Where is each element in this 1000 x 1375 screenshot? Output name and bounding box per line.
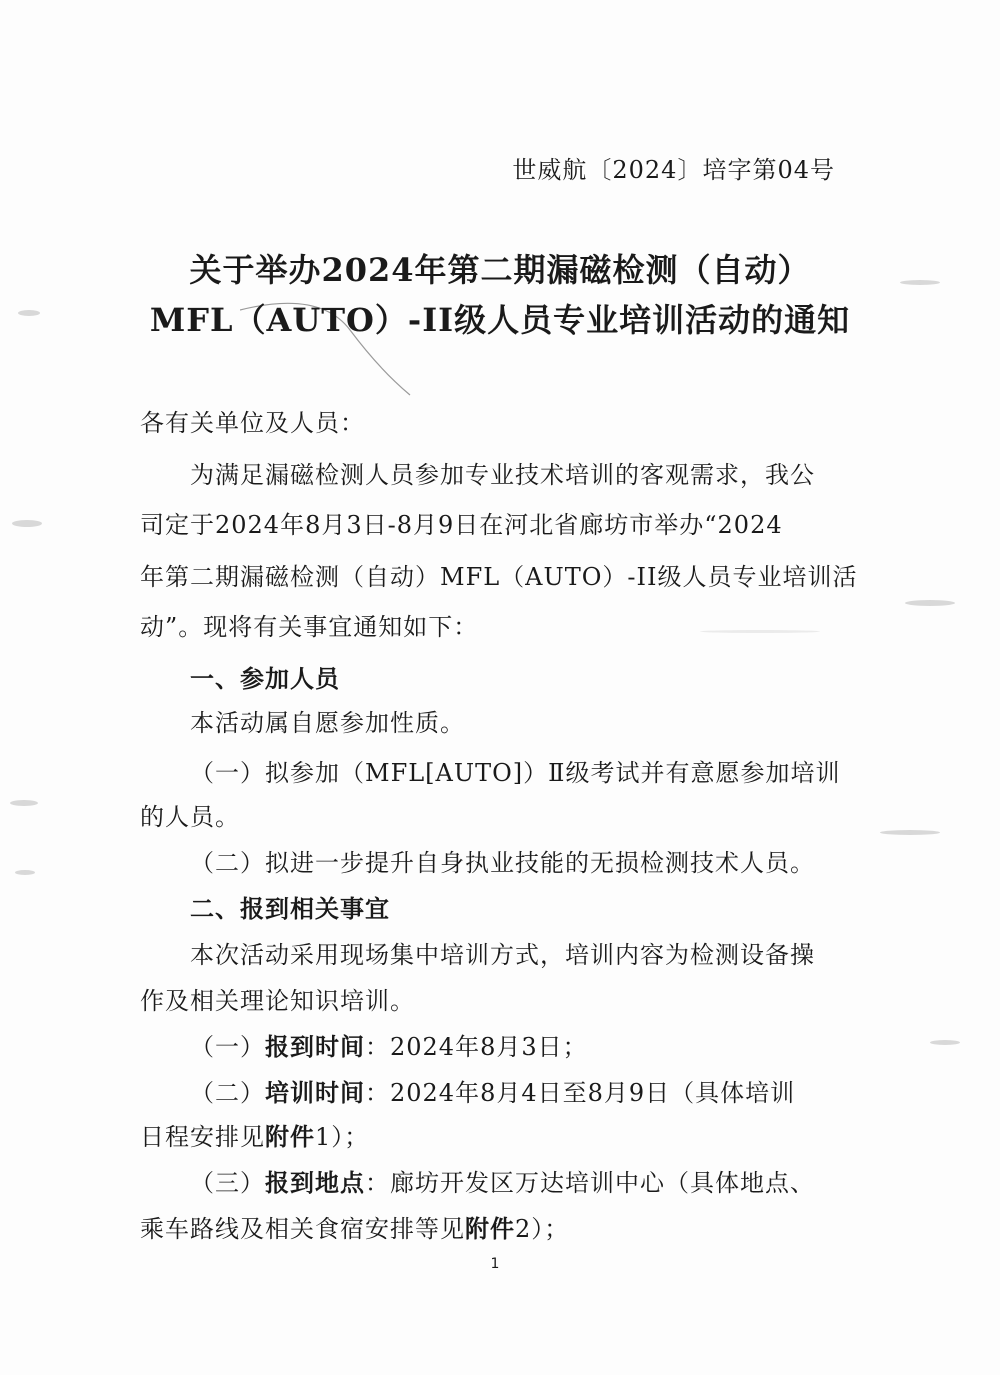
salutation: 各有关单位及人员： (140, 409, 365, 437)
training-time-cont (140, 1120, 369, 1154)
scan-noise (905, 600, 955, 606)
notice-title-line-1: 关于举办2024年第二期漏磁检测（自动） (189, 251, 811, 289)
item-prefix: （三） (190, 1169, 265, 1197)
text-run: 2）； (515, 1215, 570, 1243)
text-run: 日程安排见 (140, 1123, 265, 1151)
training-time-value: ：2024年8月4日至8月9日（具体培训 (365, 1079, 796, 1107)
training-method-cont: 作及相关理论知识培训。 (140, 987, 415, 1015)
section-heading-participants: 一、参加人员 (190, 664, 340, 693)
participation-nature: 本活动属自愿参加性质。 (190, 709, 465, 737)
registration-place-label: 报到地点 (265, 1168, 365, 1197)
scan-noise (18, 310, 40, 316)
registration-time-item (190, 1030, 588, 1064)
item-prefix: （二） (190, 1079, 265, 1107)
document-number: 世威航〔2024〕培字第04号 (512, 156, 835, 184)
scan-noise (15, 870, 35, 875)
registration-place-cont (140, 1212, 569, 1246)
training-time-item (190, 1076, 795, 1110)
page-number: 1 (490, 1256, 500, 1272)
training-method: 本次活动采用现场集中培训方式，培训内容为检测设备操 (190, 941, 815, 969)
section-heading-registration: 二、报到相关事宜 (190, 894, 390, 923)
text-run: 乘车路线及相关食宿安排等见 (140, 1215, 465, 1243)
scan-noise (700, 630, 820, 633)
registration-time-value: ：2024年8月3日； (365, 1033, 588, 1061)
registration-time-label: 报到时间 (265, 1032, 365, 1061)
participant-item-2: （二）拟进一步提升自身执业技能的无损检测技术人员。 (190, 849, 815, 877)
intro-line: 动”。现将有关事宜通知如下： (140, 613, 479, 641)
scan-noise (880, 830, 940, 835)
text-run: 1）； (315, 1123, 370, 1151)
intro-line: 司定于2024年8月3日-8月9日在河北省廊坊市举办“2024 (140, 511, 783, 539)
intro-line: 年第二期漏磁检测（自动）MFL（AUTO）-II级人员专业培训活 (140, 563, 858, 591)
scan-noise (930, 1040, 960, 1045)
registration-place-value: ：廊坊开发区万达培训中心（具体地点、 (365, 1169, 815, 1197)
notice-title-line-2: MFL（AUTO）-II级人员专业培训活动的通知 (149, 301, 851, 339)
attachment-ref: 附件 (265, 1122, 315, 1151)
scan-noise (900, 280, 940, 285)
intro-line: 为满足漏磁检测人员参加专业技术培训的客观需求，我公 (190, 461, 815, 489)
scan-noise (10, 800, 38, 806)
item-prefix: （一） (190, 1033, 265, 1061)
participant-item-1: （一）拟参加（MFL[AUTO]）Ⅱ级考试并有意愿参加培训 (190, 759, 841, 787)
attachment-ref: 附件 (465, 1214, 515, 1243)
scan-noise (12, 520, 42, 527)
participant-item-1-cont: 的人员。 (140, 803, 240, 831)
training-time-label: 培训时间 (265, 1078, 365, 1107)
registration-place-item (190, 1166, 815, 1200)
